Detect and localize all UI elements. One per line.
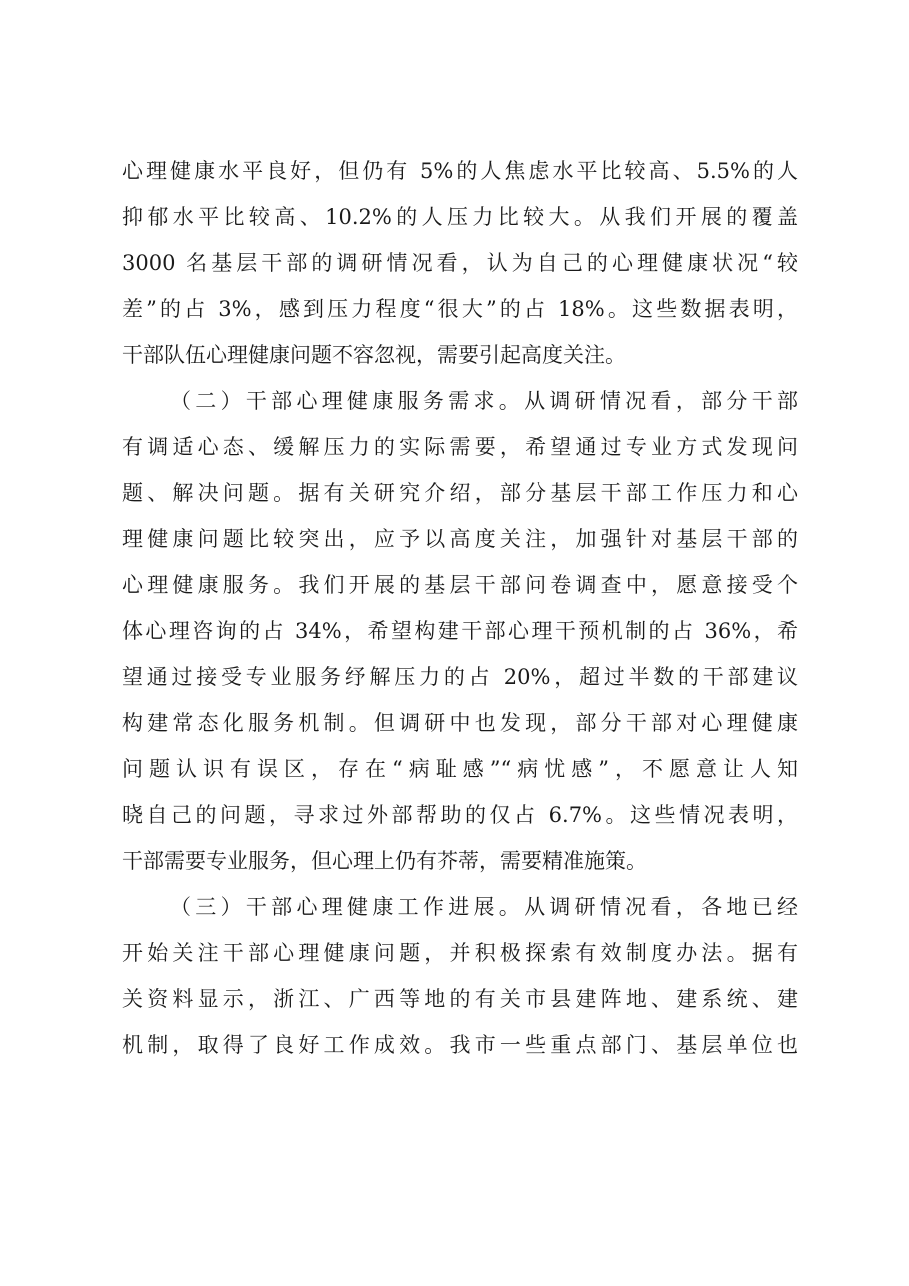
- text-line: 问题认识有误区，存在“病耻感”“病忧感”，不愿意让人知: [122, 757, 798, 781]
- text-line: 干部队伍心理健康问题不容忽视，需要引起高度关注。: [122, 343, 626, 367]
- text-line: 有调适心态、缓解压力的实际需要，希望通过专业方式发现问: [122, 435, 798, 459]
- paragraph-1: [122, 148, 798, 378]
- text-line: 构建常态化服务机制。但调研中也发现，部分干部对心理健康: [122, 711, 798, 735]
- paragraph-2: [122, 378, 798, 884]
- text-line: （三）干部心理健康工作进展。从调研情况看，各地已经: [170, 895, 798, 919]
- text-line: 望通过接受专业服务纾解压力的占 20%，超过半数的干部建议: [122, 665, 798, 689]
- text-line: 抑郁水平比较高、10.2%的人压力比较大。从我们开展的覆盖: [122, 205, 798, 229]
- text-line: 理健康问题比较突出，应予以高度关注，加强针对基层干部的: [122, 527, 798, 551]
- text-line: 差”的占 3%，感到压力程度“很大”的占 18%。这些数据表明，: [122, 297, 798, 321]
- text-line: 3000 名基层干部的调研情况看，认为自己的心理健康状况“较: [122, 251, 798, 275]
- text-line: （二）干部心理健康服务需求。从调研情况看，部分干部: [170, 389, 798, 413]
- text-line: 心理健康水平良好，但仍有 5%的人焦虑水平比较高、5.5%的人: [122, 159, 798, 183]
- text-line: 干部需要专业服务，但心理上仍有芥蒂，需要精准施策。: [122, 849, 647, 873]
- text-line: 开始关注干部心理健康问题，并积极探索有效制度办法。据有: [122, 941, 798, 965]
- text-line: 机制，取得了良好工作成效。我市一些重点部门、基层单位也: [122, 1033, 798, 1057]
- text-line: 题、解决问题。据有关研究介绍，部分基层干部工作压力和心: [122, 481, 798, 505]
- text-line: 关资料显示，浙江、广西等地的有关市县建阵地、建系统、建: [122, 987, 798, 1011]
- text-line: 晓自己的问题，寻求过外部帮助的仅占 6.7%。这些情况表明，: [122, 803, 798, 827]
- text-line: 心理健康服务。我们开展的基层干部问卷调查中，愿意接受个: [122, 573, 798, 597]
- text-line: 体心理咨询的占 34%，希望构建干部心理干预机制的占 36%，希: [122, 619, 798, 643]
- paragraph-3: [122, 884, 798, 1068]
- body-text: [122, 148, 798, 1068]
